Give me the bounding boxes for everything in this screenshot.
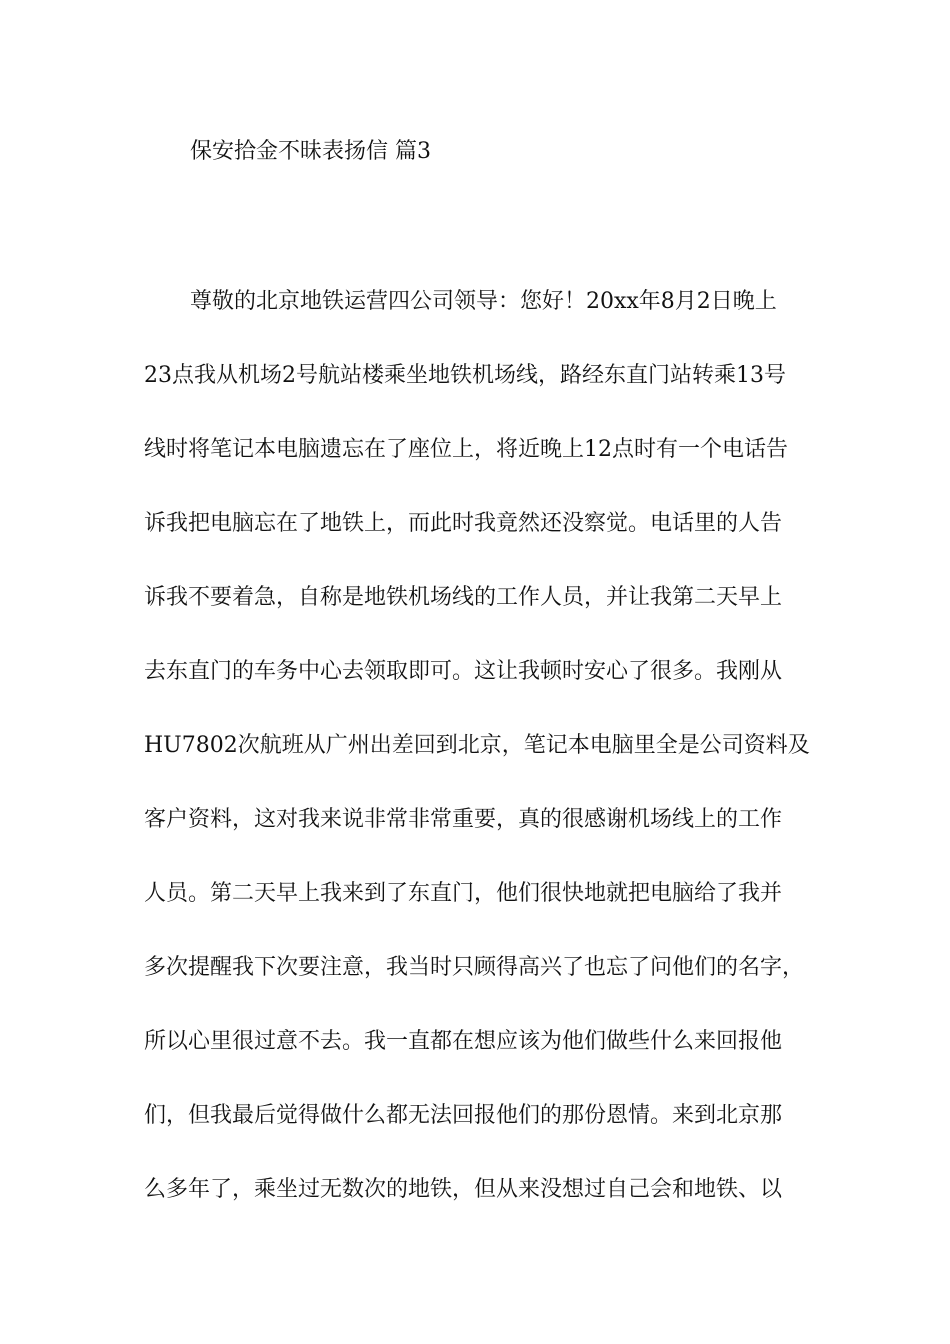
paragraph-line: 诉我把电脑忘在了地铁上，而此时我竟然还没察觉。电话里的人告 bbox=[144, 511, 783, 536]
paragraph-line: 多次提醒我下次要注意，我当时只顾得高兴了也忘了问他们的名字， bbox=[144, 955, 805, 980]
paragraph-line: 人员。第二天早上我来到了东直门，他们很快地就把电脑给了我并 bbox=[144, 881, 783, 906]
paragraph-line: 诉我不要着急，自称是地铁机场线的工作人员，并让我第二天早上 bbox=[144, 585, 783, 610]
paragraph-line: 所以心里很过意不去。我一直都在想应该为他们做些什么来回报他 bbox=[144, 1029, 783, 1054]
paragraph-line: 么多年了，乘坐过无数次的地铁，但从来没想过自己会和地铁、以 bbox=[144, 1177, 783, 1202]
paragraph-line: 客户资料，这对我来说非常非常重要，真的很感谢机场线上的工作 bbox=[144, 807, 783, 832]
paragraph-line: HU7802次航班从广州出差回到北京，笔记本电脑里全是公司资料及 bbox=[144, 733, 810, 758]
paragraph-line: 线时将笔记本电脑遗忘在了座位上，将近晚上12点时有一个电话告 bbox=[144, 437, 788, 462]
paragraph-line: 们，但我最后觉得做什么都无法回报他们的那份恩情。来到北京那 bbox=[144, 1103, 783, 1128]
paragraph-line: 去东直门的车务中心去领取即可。这让我顿时安心了很多。我刚从 bbox=[144, 659, 783, 684]
document-title: 保安拾金不昧表扬信 篇3 bbox=[190, 139, 431, 164]
paragraph-line: 尊敬的北京地铁运营四公司领导：您好！20xx年8月2日晚上 bbox=[190, 289, 777, 314]
paragraph-line: 23点我从机场2号航站楼乘坐地铁机场线，路经东直门站转乘13号 bbox=[144, 363, 786, 388]
